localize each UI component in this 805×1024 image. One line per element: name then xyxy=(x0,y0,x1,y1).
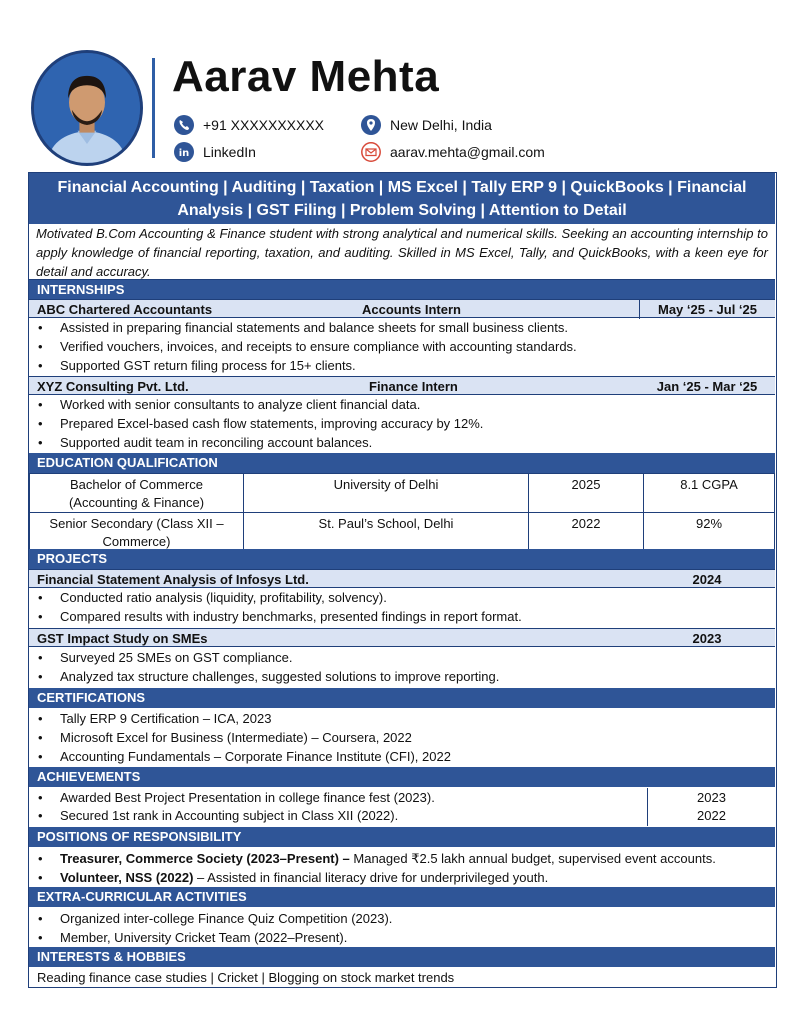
list-item: • Worked with senior consultants to analyze client financial data. xyxy=(29,395,775,414)
phone-number: +91 XXXXXXXXXX xyxy=(203,117,325,133)
list-item: • Supported audit team in reconciling account balances. xyxy=(29,433,775,452)
section-header-certifications: CERTIFICATIONS xyxy=(29,688,775,708)
achievement-year: 2023 xyxy=(697,790,726,805)
score-cell: 92% xyxy=(644,513,775,552)
project-year: 2023 xyxy=(692,631,722,646)
section-header-positions: POSITIONS OF RESPONSIBILITY xyxy=(29,827,775,847)
interests-text: Reading finance case studies | Cricket | Blogging on stock market trends xyxy=(37,970,455,985)
internship-dates: May ‘25 - Jul ‘25 xyxy=(639,300,775,319)
list-item: • Prepared Excel-based cash flow statements, improving accuracy by 12%. xyxy=(29,414,775,433)
section-header-achievements: ACHIEVEMENTS xyxy=(29,767,775,787)
email-address[interactable]: aarav.mehta@gmail.com xyxy=(390,144,545,160)
position-bullets xyxy=(29,849,775,887)
list-item: • Secured 1st rank in Accounting subject in Class XII (2022). xyxy=(29,807,775,825)
email-contact[interactable] xyxy=(361,142,545,162)
list-item: • Treasurer, Commerce Society (2023–Present) – Managed ₹2.5 lakh annual budget, supervised event accounts. xyxy=(29,849,775,868)
internship-dates: Jan ‘25 - Mar ‘25 xyxy=(656,379,758,394)
internship-bullets xyxy=(29,318,775,375)
phone-icon xyxy=(174,115,194,135)
internship-company: ABC Chartered Accountants xyxy=(37,302,213,317)
candidate-name: Aarav Mehta xyxy=(172,52,440,101)
project-name: GST Impact Study on SMEs xyxy=(37,631,208,646)
section-header-education: EDUCATION QUALIFICATION xyxy=(29,453,775,473)
linkedin-link[interactable]: LinkedIn xyxy=(203,144,256,160)
list-item: • Conducted ratio analysis (liquidity, profitability, solvency). xyxy=(29,588,775,607)
linkedin-icon xyxy=(174,142,194,162)
internship-row xyxy=(29,299,775,318)
location-pin-icon xyxy=(361,115,381,135)
year-cell: 2025 xyxy=(529,474,644,513)
project-year: 2024 xyxy=(692,572,722,587)
location-text: New Delhi, India xyxy=(390,117,492,133)
institution-cell: St. Paul’s School, Delhi xyxy=(244,513,529,552)
resume-header xyxy=(0,0,805,172)
list-item: • Supported GST return filing process for 15+ clients. xyxy=(29,356,775,375)
list-item: • Compared results with industry benchmarks, presented findings in report format. xyxy=(29,607,775,626)
list-item: • Volunteer, NSS (2022) – Assisted in financial literacy drive for underprivileged youth. xyxy=(29,868,775,887)
internship-company: XYZ Consulting Pvt. Ltd. xyxy=(37,379,189,394)
project-row xyxy=(29,569,775,588)
location-contact xyxy=(361,115,492,135)
project-row xyxy=(29,628,775,647)
table-row xyxy=(30,474,775,513)
skills-banner: Financial Accounting | Auditing | Taxation | MS Excel | Tally ERP 9 | QuickBooks | Financial Analysis | GST Filing | Problem Solving | Attention to Detail xyxy=(29,173,775,224)
list-item: • Surveyed 25 SMEs on GST compliance. xyxy=(29,648,775,667)
internship-role: Finance Intern xyxy=(369,379,458,394)
list-item: • Microsoft Excel for Business (Intermediate) – Coursera, 2022 xyxy=(29,728,775,747)
degree-cell: Bachelor of Commerce (Accounting & Finance) xyxy=(30,474,244,513)
professional-summary: Motivated B.Com Accounting & Finance student with strong analytical and numerical skills. Seeking an accounting internship to apply knowledge of financial reporting, taxation, and auditing. Skilled in MS Excel, Tally, and QuickBooks, with a keen eye for detail and accuracy. xyxy=(29,224,775,280)
project-bullets xyxy=(29,648,775,686)
list-item: • Organized inter-college Finance Quiz Competition (2023). xyxy=(29,909,775,928)
project-name: Financial Statement Analysis of Infosys Ltd. xyxy=(37,572,309,587)
achievement-years xyxy=(648,789,775,825)
internship-role: Accounts Intern xyxy=(362,302,461,317)
list-item: • Member, University Cricket Team (2022–Present). xyxy=(29,928,775,947)
extracurricular-bullets xyxy=(29,909,775,947)
profile-photo xyxy=(31,50,143,166)
linkedin-contact[interactable] xyxy=(174,142,256,162)
phone-contact xyxy=(174,115,324,135)
section-header-extracurricular: EXTRA-CURRICULAR ACTIVITIES xyxy=(29,887,775,907)
svg-text:in: in xyxy=(178,148,190,159)
email-icon xyxy=(361,142,381,162)
certification-bullets xyxy=(29,709,775,766)
section-header-internships: INTERNSHIPS xyxy=(29,280,775,300)
education-table xyxy=(29,473,775,552)
table-row xyxy=(30,513,775,552)
list-item: • Awarded Best Project Presentation in college finance fest (2023). xyxy=(29,789,775,807)
section-header-interests: INTERESTS & HOBBIES xyxy=(29,947,775,967)
degree-cell: Senior Secondary (Class XII – Commerce) xyxy=(30,513,244,552)
institution-cell: University of Delhi xyxy=(244,474,529,513)
list-item: • Assisted in preparing financial statements and balance sheets for small business clients. xyxy=(29,318,775,337)
internship-bullets xyxy=(29,395,775,452)
achievement-year: 2022 xyxy=(697,808,726,823)
resume-body xyxy=(28,172,777,988)
internship-row xyxy=(29,376,775,395)
list-item: • Tally ERP 9 Certification – ICA, 2023 xyxy=(29,709,775,728)
list-item: • Accounting Fundamentals – Corporate Finance Institute (CFI), 2022 xyxy=(29,747,775,766)
list-item: • Analyzed tax structure challenges, suggested solutions to improve reporting. xyxy=(29,667,775,686)
section-header-projects: PROJECTS xyxy=(29,549,775,569)
profile-photo-illustration xyxy=(34,53,140,163)
project-bullets xyxy=(29,588,775,626)
year-cell: 2022 xyxy=(529,513,644,552)
list-item: • Verified vouchers, invoices, and receipts to ensure compliance with accounting standards. xyxy=(29,337,775,356)
header-divider xyxy=(152,58,155,158)
score-cell: 8.1 CGPA xyxy=(644,474,775,513)
